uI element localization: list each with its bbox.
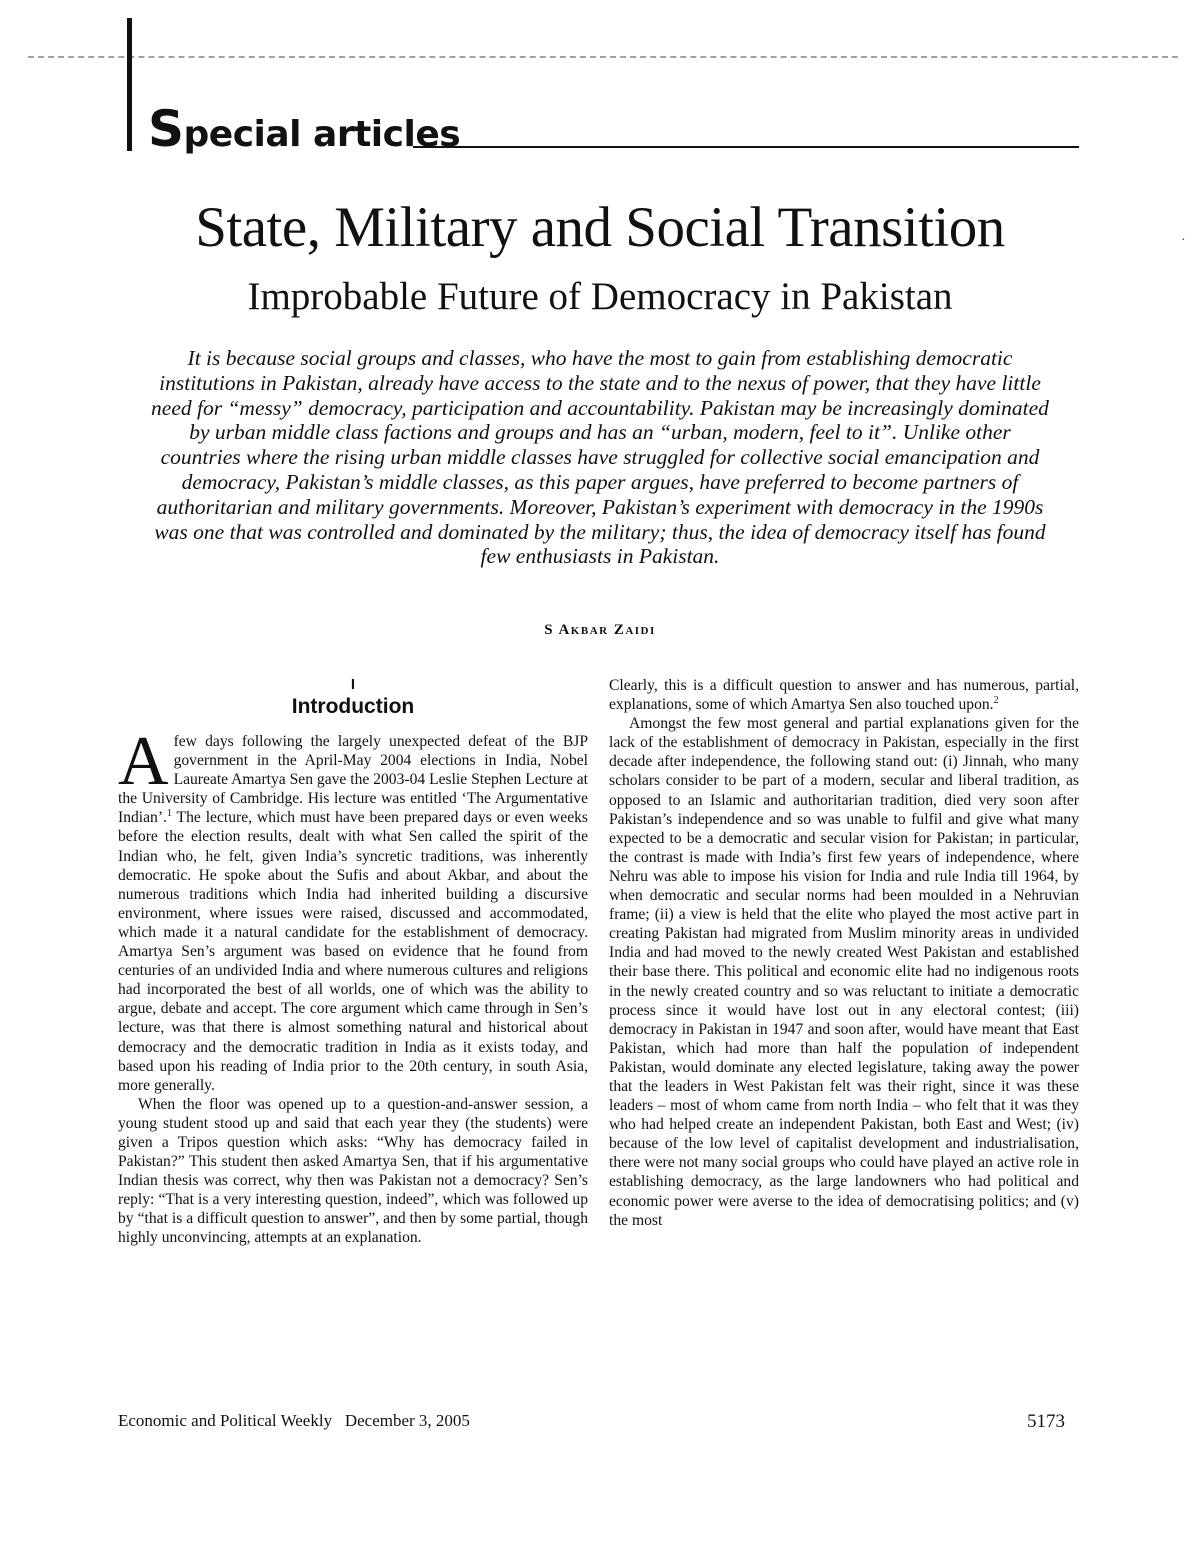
article-author: S Akbar Zaidi [544, 622, 656, 638]
section-title: Introduction [291, 695, 415, 718]
header-dashed-rule [28, 56, 1178, 58]
paragraph-text: few days following the largely unexpected defeat of the BJP government in the April-May 2004 elections in India, Nobel Laureate Amartya Sen gave the 2003-04 Leslie Stephen Lecture at the University of Cambridge. His lecture was entitled ‘The Argumentative Indian’. [118, 733, 588, 827]
body-column-right [609, 676, 1079, 1230]
footer-citation [118, 1411, 470, 1431]
page-number: 5173 [1027, 1411, 1065, 1432]
section-label-rest: pecial articles [183, 114, 461, 155]
paragraph-text: Clearly, this is a difficult question to answer and has numerous, partial, explanations, some of which Amartya Sen also touched upon. [609, 677, 1079, 714]
margin-mark: · [1181, 233, 1186, 248]
footnote-ref[interactable]: 2 [993, 694, 999, 706]
body-column-left [118, 676, 588, 1248]
body-paragraph: Amongst the few most general and partial explanations given for the lack of the establishment of democracy in Pakistan, especially in the first decade after independence, the following stand out: (i) Jinnah, who many scholars consider to be part of a modern, secular and liberal tradition, as opposed to an Islamic and authoritarian tradition, died very soon after Pakistan’s independence and so was unable to fulfil and give what many expected to be a democratic and secular vision for Pakistan; in particular, the contrast is made with India’s first few years of independence, where Nehru was able to impose his vision for India and rule India till 1964, by when democratic and secular norms had been moulded in a Nehruvian frame; (ii) a view is held that the elite who played the most active part in creating Pakistan had migrated from Muslim minority areas in undivided India and had moved to the newly created West Pakistan and established their base there. This political and economic elite had no indigenous roots in the newly created country and so was reluctant to initiate a democratic process since it would have lost out in any electoral contest; (iii) democracy in Pakistan in 1947 and soon after, would have meant that East Pakistan, which had more than half the population of independent Pakistan, would dominate any elected legislature, taking away the power that the leaders in West Pakistan felt was their right, since it was these leaders – most of whom came from north India – who felt that it was they who had helped create an independent Pakistan, both East and West; (iv) because of the low level of capitalist development and industrialisation, there were not many social groups who could have played an active role in establishing democracy, as the large landowners who had political and economic power were averse to the idea of democratising politics; and (v) the most [609, 715, 1079, 1229]
article-subtitle: Improbable Future of Democracy in Pakistan [247, 275, 953, 318]
section-label-rule [413, 146, 1079, 148]
body-paragraph: When the floor was opened up to a question-and-answer session, a young student stood up and said that each year they (the students) were given a Tripos question which asks: “Why has democracy failed in Pakistan?” This student then asked Amartya Sen, that if his argumentative Indian thesis was correct, why then was Pakistan not a democracy? Sen’s reply: “That is a very interesting question, indeed”, which was followed up by “that is a difficult question to answer”, and then by some partial, though highly unconvincing, attempts at an explanation. [118, 1095, 588, 1247]
footnote-ref[interactable]: 1 [166, 808, 172, 820]
journal-name: Economic and Political Weekly [118, 1411, 333, 1430]
section-number: I [350, 676, 356, 693]
header-vertical-bar [127, 18, 132, 151]
article-title: State, Military and Social Transition [195, 196, 1005, 259]
paragraph-text-cont: The lecture, which must have been prepared days or even weeks before the election results, dealt with what Sen called the spirit of the Indian who, he felt, given India’s syncretic traditions, was inherently democratic. He spoke about the Sufis and about Akbar, and about the numerous traditions which India had inherited building a discursive environment, where issues were raised, discussed and accommodated, which made it a natural candidate for the establishment of democracy. Amartya Sen’s argument was based on evidence that he found from centuries of an undivided India and where numerous cultures and religions had incorporated the best of all worlds, one of which was the ability to argue, debate and accept. The core argument which came through in Sen’s lecture, was that there is almost something natural and historical about democracy and the democratic tradition in India as it exists today, and based upon his reading of India prior to the 20th century, in south Asia, more generally. [118, 809, 588, 1094]
section-label [148, 100, 460, 158]
issue-date: December 3, 2005 [344, 1411, 470, 1430]
section-label-cap: S [148, 100, 184, 158]
drop-cap: A [118, 723, 169, 800]
body-paragraph [118, 723, 588, 1095]
body-paragraph [609, 676, 1079, 714]
article-abstract: It is because social groups and classes, who have the most to gain from establishing democratic institutions in Pakistan, already have access to the state and to the nexus of power, that they have little need for “messy” democracy, participation and accountability. Pakistan may be increasingly dominated by urban middle class factions and groups and has an “urban, modern, feel to it”. Unlike other countries where the rising urban middle classes have struggled for collective social emancipation and democracy, Pakistan’s middle classes, as this paper argues, have preferred to become partners of authoritarian and military governments. Moreover, Pakistan’s experiment with democracy in the 1990s was one that was controlled and dominated by the military; thus, the idea of democracy itself has found few enthusiasts in Pakistan. [151, 346, 1049, 569]
